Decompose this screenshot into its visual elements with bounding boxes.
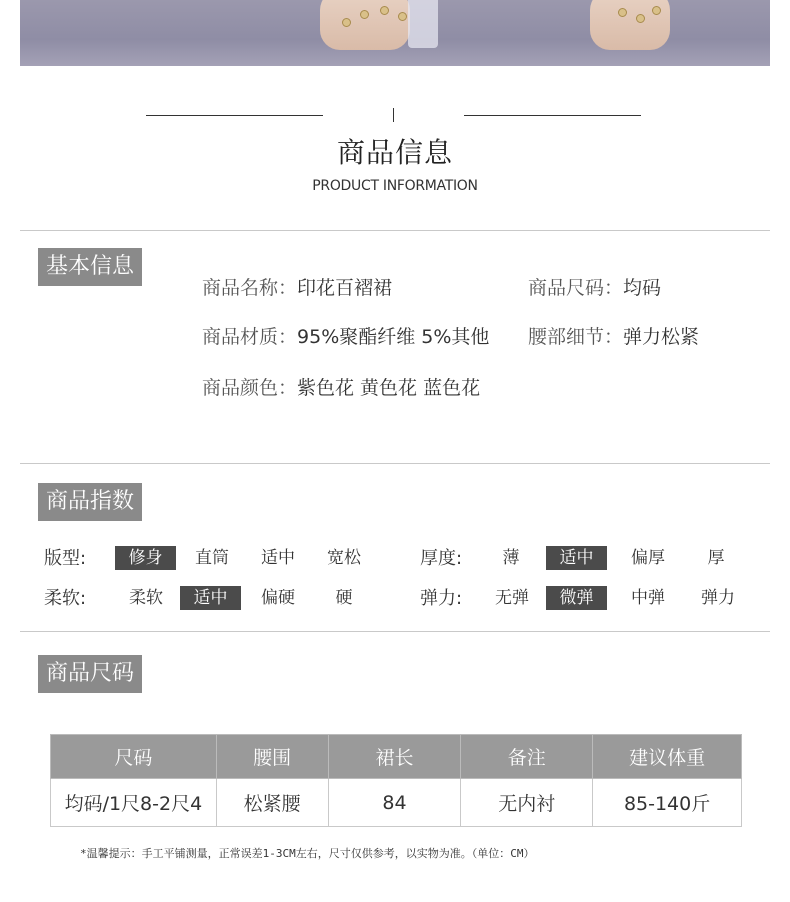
divider	[20, 631, 770, 632]
stud	[618, 8, 627, 17]
index-label-elasticity: 弹力:	[420, 588, 463, 609]
index-option: 柔软	[129, 588, 163, 608]
size-table	[50, 734, 742, 827]
index-option: 无弹	[495, 588, 529, 608]
index-label-fit: 版型:	[44, 548, 87, 569]
field-value: 弹力松紧	[623, 326, 700, 348]
stud	[380, 6, 389, 15]
title-tick	[393, 108, 394, 122]
field-key: 商品材质：	[202, 326, 298, 348]
stud	[652, 6, 661, 15]
stud	[398, 12, 407, 21]
product-index-tag: 商品指数	[38, 483, 142, 521]
field-product-name	[202, 273, 392, 300]
field-key: 商品尺码：	[528, 277, 624, 299]
column-header: 尺码	[51, 735, 217, 779]
table-cell: 85-140斤	[593, 779, 742, 827]
table-cell: 无内衬	[461, 779, 593, 827]
field-material	[202, 322, 489, 349]
clear-heel	[408, 0, 438, 48]
product-photo	[20, 0, 770, 66]
stud	[636, 14, 645, 23]
index-label-thickness: 厚度:	[420, 548, 463, 569]
product-size-tag: 商品尺码	[38, 655, 142, 693]
table-cell: 松紧腰	[216, 779, 328, 827]
column-header: 备注	[461, 735, 593, 779]
index-label-softness: 柔软:	[44, 588, 87, 609]
index-option: 薄	[502, 548, 520, 568]
field-value: 印花百褶裙	[297, 277, 393, 299]
field-product-size	[528, 273, 661, 300]
title-rule-left	[146, 115, 323, 116]
field-key: 商品名称：	[202, 277, 298, 299]
divider	[20, 230, 770, 231]
field-key: 商品颜色：	[202, 377, 298, 399]
title-rule-right	[464, 115, 641, 116]
index-option: 宽松	[327, 548, 361, 568]
column-header: 建议体重	[593, 735, 742, 779]
field-key: 腰部细节：	[528, 326, 624, 348]
field-colors	[202, 373, 480, 400]
divider	[20, 463, 770, 464]
column-header: 腰围	[216, 735, 328, 779]
index-option-selected: 适中	[180, 586, 241, 610]
index-option: 硬	[335, 588, 353, 608]
field-value: 紫色花 黄色花 蓝色花	[297, 377, 481, 399]
column-header: 裙长	[328, 735, 461, 779]
index-option-selected: 适中	[546, 546, 607, 570]
measurement-note: *温馨提示：手工平铺测量，正常误差1-3CM左右，尺寸仅供参考，以实物为准。（单位：CM）	[80, 847, 535, 860]
index-option: 偏硬	[261, 588, 295, 608]
page-subtitle: PRODUCT INFORMATION	[312, 178, 478, 194]
stud	[360, 10, 369, 19]
index-option: 厚	[707, 548, 725, 568]
basic-info-tag: 基本信息	[38, 248, 142, 286]
index-option-selected: 修身	[115, 546, 176, 570]
table-header-row	[51, 735, 742, 779]
index-option: 偏厚	[631, 548, 665, 568]
table-cell: 均码/1尺8-2尺4	[51, 779, 217, 827]
field-value: 95%聚酯纤维 5%其他	[297, 326, 490, 348]
stud	[342, 18, 351, 27]
index-option: 中弹	[631, 588, 665, 608]
index-option: 弹力	[701, 588, 735, 608]
field-waist-detail	[528, 322, 699, 349]
table-row	[51, 779, 742, 827]
table-cell: 84	[328, 779, 461, 827]
index-option-selected: 微弹	[546, 586, 607, 610]
page-title: 商品信息	[336, 136, 453, 169]
index-option: 适中	[261, 548, 295, 568]
sandal-left	[320, 0, 410, 50]
field-value: 均码	[623, 277, 662, 299]
index-option: 直筒	[195, 548, 229, 568]
